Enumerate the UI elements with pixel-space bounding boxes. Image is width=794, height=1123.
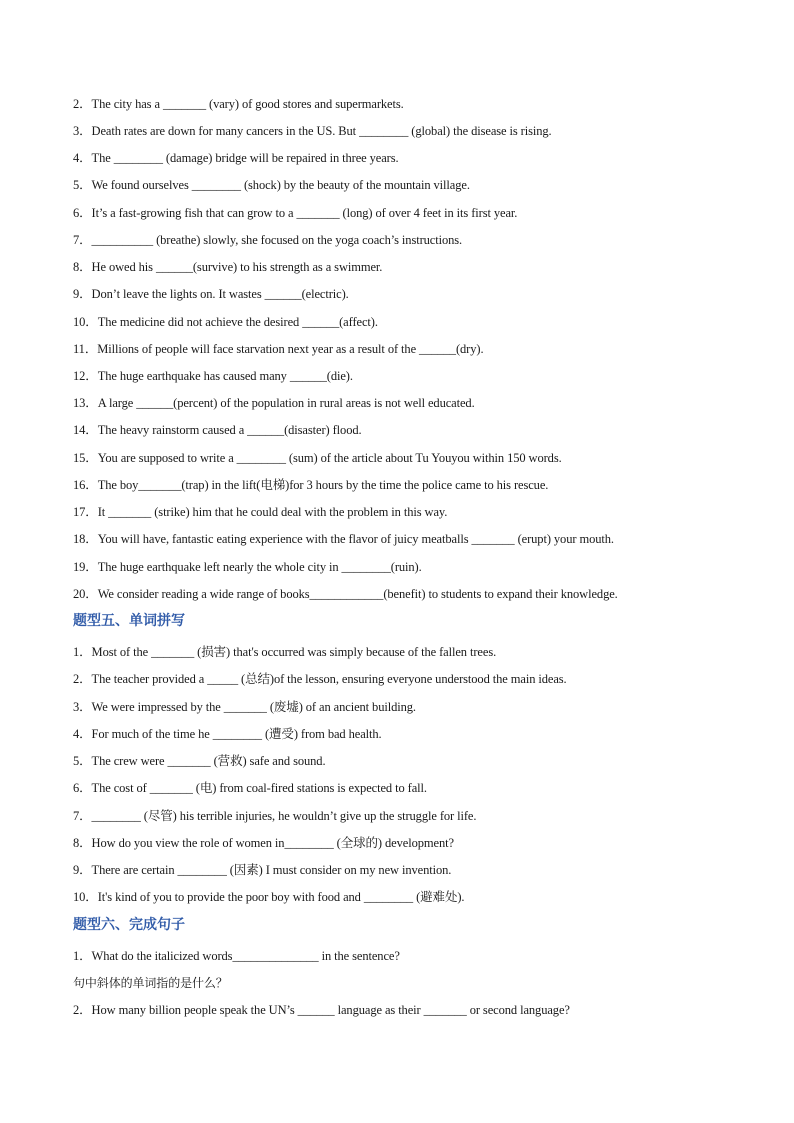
exercise-item: 20．We consider reading a wide range of books____________(benefit) to students to expand their knowledge.	[73, 587, 618, 601]
exercise-item: 7．__________ (breathe) slowly, she focused on the yoga coach’s instructions.	[73, 233, 463, 247]
section-heading-word-spelling: 题型五、单词拼写	[73, 613, 185, 629]
exercise-item: 3．We were impressed by the _______ (废墟) of an ancient building.	[73, 700, 416, 714]
exercise-item: 12．The huge earthquake has caused many ______(die).	[73, 369, 353, 383]
exercise-item: 2．The teacher provided a _____ (总结)of the lesson, ensuring everyone understood the main ideas.	[73, 672, 567, 686]
translation-line: 句中斜体的单词指的是什么？	[73, 976, 228, 990]
exercise-item: 9．There are certain ________ (因素) I must consider on my new invention.	[73, 863, 452, 877]
exercise-item: 10．The medicine did not achieve the desired ______(affect).	[73, 315, 378, 329]
exercise-item: 4．The ________ (damage) bridge will be repaired in three years.	[73, 151, 399, 165]
exercise-item: 7．________ (尽管) his terrible injuries, he wouldn’t give up the struggle for life.	[73, 809, 477, 823]
exercise-item: 18．You will have, fantastic eating experience with the flavor of juicy meatballs _______ (erupt) your mouth.	[73, 532, 614, 546]
exercise-item: 5．The crew were _______ (营救) safe and sound.	[73, 754, 326, 768]
exercise-item: 10．It's kind of you to provide the poor boy with food and ________ (避难处).	[73, 890, 465, 904]
exercise-item: 15．You are supposed to write a ________ (sum) of the article about Tu Youyou within 150 words.	[73, 451, 562, 465]
exercise-item: 8．How do you view the role of women in________ (全球的) development?	[73, 836, 454, 850]
exercise-item: 16．The boy_______(trap) in the lift(电梯)for 3 hours by the time the police came to his rescue.	[73, 478, 549, 492]
exercise-item: 6．It’s a fast-growing fish that can grow to a _______ (long) of over 4 feet in its first year.	[73, 206, 518, 220]
exercise-item: 5．We found ourselves ________ (shock) by the beauty of the mountain village.	[73, 178, 470, 192]
exercise-item: 2．The city has a _______ (vary) of good stores and supermarkets.	[73, 97, 404, 111]
exercise-item: 13．A large ______(percent) of the population in rural areas is not well educated.	[73, 396, 475, 410]
exercise-item: 1．Most of the _______ (损害) that's occurred was simply because of the fallen trees.	[73, 645, 497, 659]
section-heading-complete-sentences: 题型六、完成句子	[73, 917, 185, 933]
exercise-item: 17．It _______ (strike) him that he could deal with the problem in this way.	[73, 505, 448, 519]
exercise-item: 14．The heavy rainstorm caused a ______(disaster) flood.	[73, 423, 362, 437]
exercise-item: 6．The cost of _______ (电) from coal-fired stations is expected to fall.	[73, 781, 427, 795]
exercise-item: 1．What do the italicized words______________ in the sentence?	[73, 949, 400, 963]
exercise-item: 9．Don’t leave the lights on. It wastes ______(electric).	[73, 287, 349, 301]
exercise-item: 2．How many billion people speak the UN’s ______ language as their _______ or second language?	[73, 1003, 570, 1017]
exercise-item: 3．Death rates are down for many cancers in the US. But ________ (global) the disease is rising.	[73, 124, 552, 138]
exercise-item: 11．Millions of people will face starvation next year as a result of the ______(dry).	[73, 342, 484, 356]
exercise-item: 4．For much of the time he ________ (遭受) from bad health.	[73, 727, 382, 741]
exercise-item: 19．The huge earthquake left nearly the whole city in ________(ruin).	[73, 560, 422, 574]
exercise-item: 8．He owed his ______(survive) to his strength as a swimmer.	[73, 260, 383, 274]
